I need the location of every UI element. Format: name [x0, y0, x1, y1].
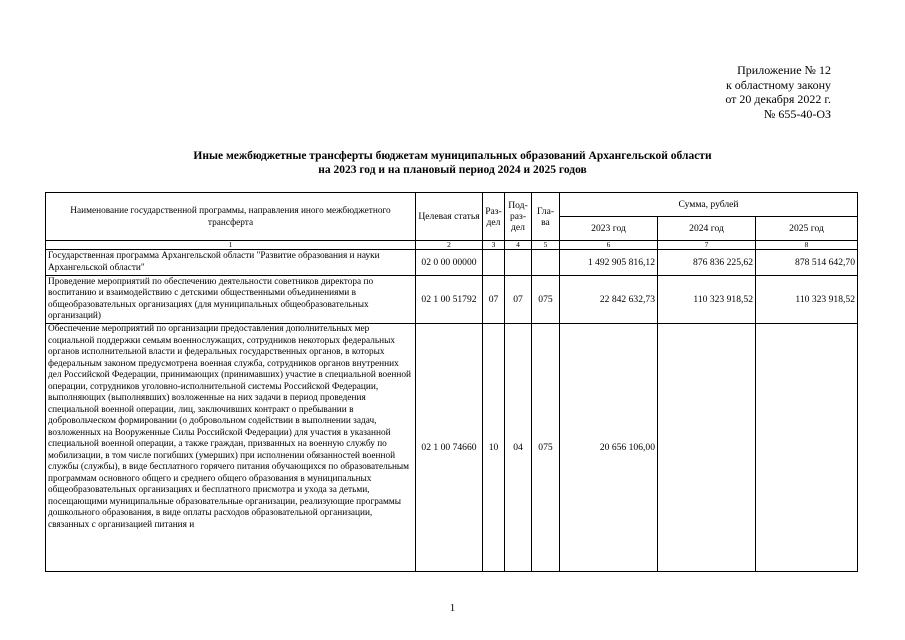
row-2025: 110 323 918,52 — [756, 276, 858, 324]
row-section: 10 — [483, 324, 505, 572]
table-row — [46, 250, 858, 276]
row-2024: 110 323 918,52 — [658, 276, 756, 324]
row-section — [483, 250, 505, 276]
column-number: 4 — [505, 241, 532, 250]
appendix-line-3: от 20 декабря 2022 г. — [725, 92, 831, 106]
appendix-block — [725, 63, 831, 121]
row-target: 02 0 00 00000 — [416, 250, 483, 276]
column-number: 3 — [483, 241, 505, 250]
row-2023: 1 492 905 816,12 — [560, 250, 658, 276]
row-chapter — [532, 250, 560, 276]
row-target: 02 1 00 51792 — [416, 276, 483, 324]
header-name: Наименование государственной программы, направления иного межбюджетного трансферта — [46, 193, 416, 241]
transfers-table — [45, 192, 858, 572]
row-subsection: 07 — [505, 276, 532, 324]
header-section: Раз- дел — [483, 193, 505, 241]
document-title — [0, 149, 905, 177]
header-2023: 2023 год — [560, 217, 658, 241]
row-subsection: 04 — [505, 324, 532, 572]
column-number: 6 — [560, 241, 658, 250]
appendix-line-2: к областному закону — [725, 77, 831, 92]
column-number: 7 — [658, 241, 756, 250]
row-2023: 22 842 632,73 — [560, 276, 658, 324]
header-target: Целевая статья — [416, 193, 483, 241]
title-line-1: Иные межбюджетные трансферты бюджетам муниципальных образований Архангельской области — [193, 150, 712, 162]
column-number: 1 — [46, 241, 416, 250]
column-number: 8 — [756, 241, 858, 250]
table-row — [46, 324, 858, 572]
column-number: 2 — [416, 241, 483, 250]
row-name: Государственная программа Архангельской области "Развитие образования и науки Архангельской области" — [46, 250, 416, 276]
row-2025: 878 514 642,70 — [756, 250, 858, 276]
row-chapter: 075 — [532, 324, 560, 572]
row-2025 — [756, 324, 858, 572]
table-row — [46, 276, 858, 324]
column-number: 5 — [532, 241, 560, 250]
title-line-2: на 2023 год и на плановый период 2024 и 2025 годов — [318, 164, 587, 176]
row-section: 07 — [483, 276, 505, 324]
row-subsection — [505, 250, 532, 276]
row-2023: 20 656 106,00 — [560, 324, 658, 572]
header-chapter: Гла- ва — [532, 193, 560, 241]
appendix-line-1: Приложение № 12 — [737, 63, 831, 77]
row-2024 — [658, 324, 756, 572]
header-subsection: Под- раз- дел — [505, 193, 532, 241]
row-chapter: 075 — [532, 276, 560, 324]
header-2024: 2024 год — [658, 217, 756, 241]
header-row-top — [46, 193, 858, 217]
column-numbers-row — [46, 241, 858, 250]
row-name: Обеспечение мероприятий по организации предоставления дополнительных мер социальной поддержки семьям военнослужащих, сотрудников некоторых федеральных органов исполнительной власти и федеральных государственных органов, в которых федеральным законом предусмотрена военная служба, сотрудников органов внутренних дел Российской Федерации, принимающих (принимавших) участие в специальной военной операции, сотрудников уголовно-исполнительной системы Российской Федерации, выполняющих (выполнявших) возложенные на них задачи в период проведения специальной военной операции, лиц, заключивших контракт о пребывании в добровольческом формировании (о добровольном содействии в выполнении задач, возложенных на Вооруженные Силы Российской Федерации) для участия в указанной специальной военной операции, а также граждан, призванных на военную службу по мобилизации, в том числе погибших (умерших) при исполнении обязанностей военной службы (службы), в виде бесплатного горячего питания обучающихся по образовательным программам основного общего и среднего общего образования в муниципальных общеобразовательных организациях и бесплатного присмотра и ухода за детьми, посещающими муниципальные образовательные организации, реализующие программы дошкольного образования, в виде оплаты расходов образовательной организации, связанных с организацией питания и — [46, 324, 416, 572]
page-number: 1 — [449, 602, 456, 614]
header-sum: Сумма, рублей — [560, 193, 858, 217]
header-2025: 2025 год — [756, 217, 858, 241]
row-target: 02 1 00 74660 — [416, 324, 483, 572]
row-name: Проведение мероприятий по обеспечению деятельности советников директора по воспитанию и взаимодействию с детскими общественными объединениями в общеобразовательных организациях (для муниципальных общеобразовательных организаций) — [46, 276, 416, 324]
row-2024: 876 836 225,62 — [658, 250, 756, 276]
appendix-line-4: № 655-40-ОЗ — [763, 106, 831, 121]
